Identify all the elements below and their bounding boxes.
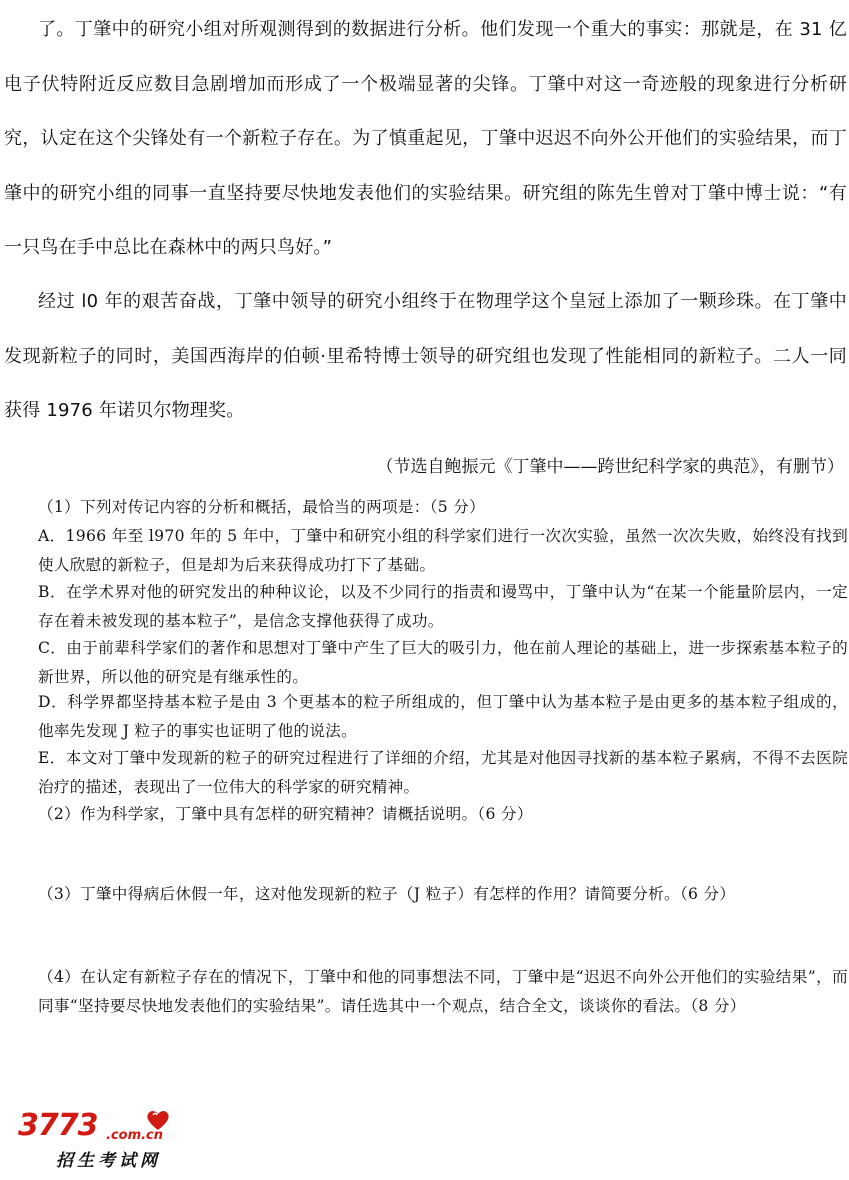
question-2: （2）作为科学家，丁肇中具有怎样的研究精神？请概括说明。（6 分） <box>38 805 533 823</box>
heart-icon <box>145 1108 171 1132</box>
article-paragraph-2: 经过 l0 年的艰苦奋战，丁肇中领导的研究小组终于在物理学这个皇冠上添加了一颗珍珠。在丁肇中发现新粒子的同时，美国西海岸的伯顿·里希特博士领导的研究组也发现了性能相同的新粒子。二人一同获得 1976 年诺贝尔物理奖。 <box>4 291 847 421</box>
article-paragraph-1: 了。丁肇中的研究小组对所观测得到的数据进行分析。他们发现一个重大的事实：那就是，在 31 亿电子伏特附近反应数目急剧增加而形成了一个极端显著的尖锋。丁肇中对这一奇迹般的现象进行分析研究，认定在这个尖锋处有一个新粒子存在。为了慎重起见，丁肇中迟迟不向外公开他们的实验结果，而丁肇中的研究小组的同事一直坚持要尽快地发表他们的实验结果。研究组的陈先生曾对丁肇中博士说：“有一只鸟在手中总比在森林中的两只鸟好。” <box>4 19 847 258</box>
option-a: A．1966 年至 l970 年的 5 年中，丁肇中和研究小组的科学家们进行一次次实验，虽然一次次失败，始终没有找到使人欣慰的新粒子，但是却为后来获得成功打下了基础。 <box>38 527 848 574</box>
question-3: （3）丁肇中得病后休假一年，这对他发现新的粒子（J 粒子）有怎样的作用？请简要分析。（6 分） <box>38 885 736 903</box>
option-b: B．在学术界对他的研究发出的种种议论，以及不少同行的指责和谩骂中，丁肇中认为“在某一个能量阶层内，一定存在着未被发现的基本粒子”，是信念支撑他获得了成功。 <box>38 583 848 630</box>
option-d: D．科学界都坚持基本粒子是由 3 个更基本的粒子所组成的，但丁肇中认为基本粒子是由更多的基本粒子组成的，他率先发现 J 粒子的事实也证明了他的说法。 <box>38 693 848 740</box>
option-c: C．由于前辈科学家们的著作和思想对丁肇中产生了巨大的吸引力，他在前人理论的基础上，进一步探索基本粒子的新世界，所以他的研究是有继承性的。 <box>38 639 848 686</box>
question-4: （4）在认定有新粒子存在的情况下，丁肇中和他的同事想法不同，丁肇中是“迟迟不向外公开他们的实验结果”，而同事“坚持要尽快地发表他们的实验结果”。请任选其中一个观点，结合全文，谈谈你的看法。（8 分） <box>38 968 848 1015</box>
site-logo[interactable] <box>18 1108 178 1172</box>
option-e: E．本文对丁肇中发现新的粒子的研究过程进行了详细的介绍，尤其是对他因寻找新的基本粒子累病，不得不去医院治疗的描述，表现出了一位伟大的科学家的研究精神。 <box>38 749 848 796</box>
logo-number: 3773 <box>18 1108 98 1143</box>
question-1: （1）下列对传记内容的分析和概括，最恰当的两项是：（5 分） <box>38 498 486 516</box>
logo-domain: .com.cn <box>106 1128 164 1143</box>
source-citation: （节选自鲍振元《丁肇中——跨世纪科学家的典范》，有删节） <box>376 457 844 477</box>
logo-subtitle: 招生考试网 <box>56 1151 161 1171</box>
